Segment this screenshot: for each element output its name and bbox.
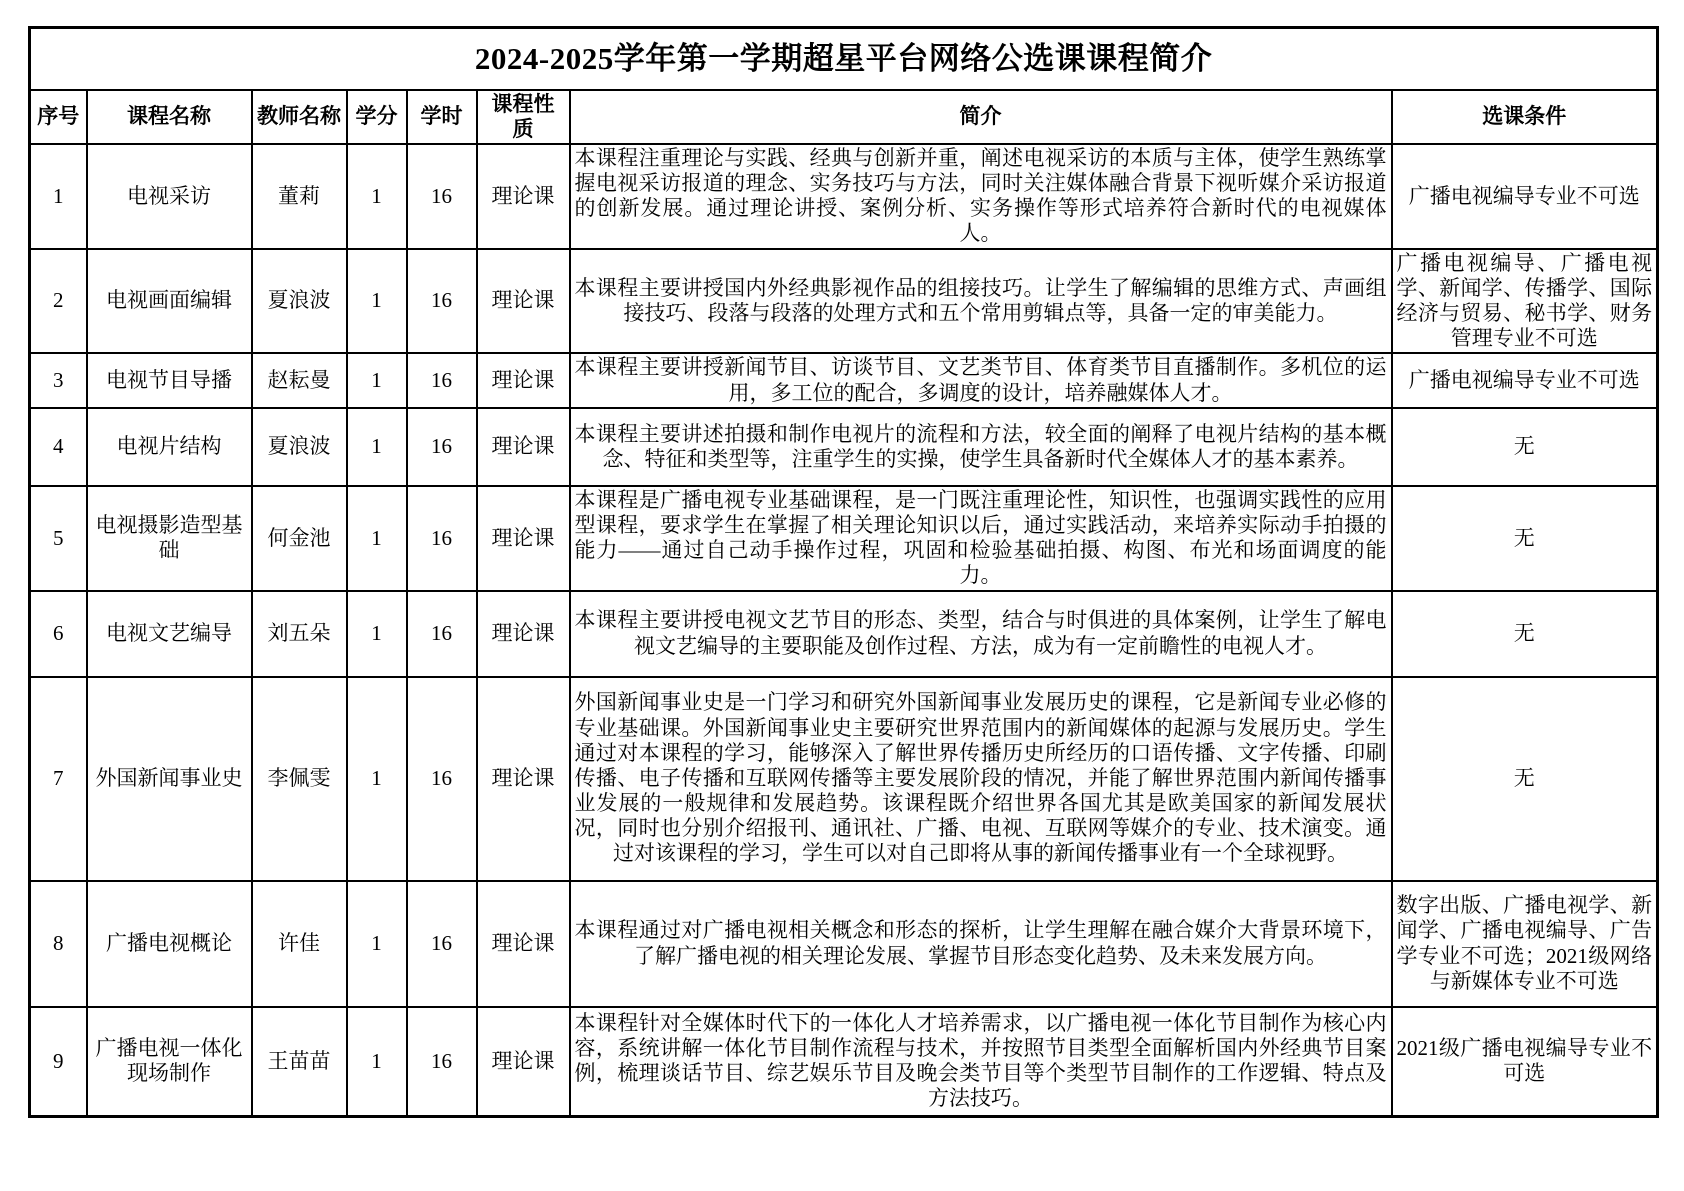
cell-intro: 本课程是广播电视专业基础课程，是一门既注重理论性，知识性，也强调实践性的应用型课程，要求学生在掌握了相关理论知识以后，通过实践活动，来培养实际动手拍摄的能力——通过自己动手操作过程，巩固和检验基础拍摄、构图、布光和场面调度的能力。 <box>570 486 1392 591</box>
cell-hours: 16 <box>407 677 477 881</box>
cell-course: 电视画面编辑 <box>87 249 252 354</box>
cell-no: 3 <box>30 353 87 407</box>
table-row <box>30 144 1658 249</box>
cell-condition: 无 <box>1392 408 1658 486</box>
cell-intro: 本课程主要讲述拍摄和制作电视片的流程和方法，较全面的阐释了电视片结构的基本概念、特征和类型等，注重学生的实操，使学生具备新时代全媒体人才的基本素养。 <box>570 408 1392 486</box>
cell-teacher: 赵耘曼 <box>252 353 347 407</box>
header-teacher: 教师名称 <box>252 90 347 144</box>
cell-intro: 本课程主要讲授电视文艺节目的形态、类型，结合与时俱进的具体案例，让学生了解电视文艺编导的主要职能及创作过程、方法，成为有一定前瞻性的电视人才。 <box>570 591 1392 677</box>
cell-credit: 1 <box>347 1007 407 1117</box>
cell-teacher: 刘五朵 <box>252 591 347 677</box>
cell-hours: 16 <box>407 486 477 591</box>
header-hours: 学时 <box>407 90 477 144</box>
cell-hours: 16 <box>407 353 477 407</box>
cell-condition: 2021级广播电视编导专业不可选 <box>1392 1007 1658 1117</box>
cell-no: 5 <box>30 486 87 591</box>
cell-credit: 1 <box>347 249 407 354</box>
cell-teacher: 夏浪波 <box>252 249 347 354</box>
header-intro: 简介 <box>570 90 1392 144</box>
cell-course: 电视摄影造型基础 <box>87 486 252 591</box>
cell-type: 理论课 <box>477 486 570 591</box>
cell-hours: 16 <box>407 591 477 677</box>
cell-condition: 广播电视编导、广播电视学、新闻学、传播学、国际经济与贸易、秘书学、财务管理专业不可选 <box>1392 249 1658 354</box>
cell-hours: 16 <box>407 1007 477 1117</box>
cell-condition: 无 <box>1392 591 1658 677</box>
cell-credit: 1 <box>347 144 407 249</box>
header-row <box>30 90 1658 144</box>
cell-hours: 16 <box>407 881 477 1007</box>
cell-no: 1 <box>30 144 87 249</box>
cell-no: 9 <box>30 1007 87 1117</box>
table-row <box>30 408 1658 486</box>
cell-credit: 1 <box>347 486 407 591</box>
cell-hours: 16 <box>407 144 477 249</box>
cell-credit: 1 <box>347 408 407 486</box>
title-row <box>30 28 1658 90</box>
cell-no: 6 <box>30 591 87 677</box>
course-catalog-table <box>28 26 1659 1118</box>
cell-course: 广播电视一体化现场制作 <box>87 1007 252 1117</box>
cell-no: 8 <box>30 881 87 1007</box>
cell-type: 理论课 <box>477 408 570 486</box>
cell-intro: 本课程注重理论与实践、经典与创新并重，阐述电视采访的本质与主体，使学生熟练掌握电视采访报道的理念、实务技巧与方法，同时关注媒体融合背景下视听媒介采访报道的创新发展。通过理论讲授、案例分析、实务操作等形式培养符合新时代的电视媒体人。 <box>570 144 1392 249</box>
cell-intro: 外国新闻事业史是一门学习和研究外国新闻事业发展历史的课程，它是新闻专业必修的专业基础课。外国新闻事业史主要研究世界范围内的新闻媒体的起源与发展历史。学生通过对本课程的学习，能够深入了解世界传播历史所经历的口语传播、文字传播、印刷传播、电子传播和互联网传播等主要发展阶段的情况，并能了解世界范围内新闻传播事业发展的一般规律和发展趋势。该课程既介绍世界各国尤其是欧美国家的新闻发展状况，同时也分别介绍报刊、通讯社、广播、电视、互联网等媒介的专业、技术演变。通过对该课程的学习，学生可以对自己即将从事的新闻传播事业有一个全球视野。 <box>570 677 1392 881</box>
cell-course: 电视节目导播 <box>87 353 252 407</box>
header-condition: 选课条件 <box>1392 90 1658 144</box>
cell-type: 理论课 <box>477 144 570 249</box>
cell-type: 理论课 <box>477 249 570 354</box>
cell-type: 理论课 <box>477 353 570 407</box>
cell-teacher: 何金池 <box>252 486 347 591</box>
cell-teacher: 许佳 <box>252 881 347 1007</box>
cell-teacher: 王苗苗 <box>252 1007 347 1117</box>
cell-type: 理论课 <box>477 881 570 1007</box>
cell-credit: 1 <box>347 881 407 1007</box>
header-type: 课程性质 <box>477 90 570 144</box>
table-row <box>30 249 1658 354</box>
cell-teacher: 董莉 <box>252 144 347 249</box>
header-no: 序号 <box>30 90 87 144</box>
header-credit: 学分 <box>347 90 407 144</box>
cell-credit: 1 <box>347 353 407 407</box>
table-row <box>30 591 1658 677</box>
cell-course: 电视文艺编导 <box>87 591 252 677</box>
cell-course: 电视采访 <box>87 144 252 249</box>
cell-credit: 1 <box>347 591 407 677</box>
cell-teacher: 夏浪波 <box>252 408 347 486</box>
cell-teacher: 李佩雯 <box>252 677 347 881</box>
cell-hours: 16 <box>407 249 477 354</box>
table-row <box>30 1007 1658 1117</box>
cell-type: 理论课 <box>477 1007 570 1117</box>
table-row <box>30 881 1658 1007</box>
cell-type: 理论课 <box>477 677 570 881</box>
cell-condition: 数字出版、广播电视学、新闻学、广播电视编导、广告学专业不可选；2021级网络与新媒体专业不可选 <box>1392 881 1658 1007</box>
cell-intro: 本课程针对全媒体时代下的一体化人才培养需求，以广播电视一体化节目制作为核心内容，系统讲解一体化节目制作流程与技术，并按照节目类型全面解析国内外经典节目案例，梳理谈话节目、综艺娱乐节目及晚会类节目等个类型节目制作的工作逻辑、特点及方法技巧。 <box>570 1007 1392 1117</box>
cell-no: 2 <box>30 249 87 354</box>
cell-condition: 无 <box>1392 677 1658 881</box>
table-row <box>30 486 1658 591</box>
cell-course: 外国新闻事业史 <box>87 677 252 881</box>
page-title: 2024-2025学年第一学期超星平台网络公选课课程简介 <box>30 28 1658 90</box>
cell-no: 7 <box>30 677 87 881</box>
cell-intro: 本课程主要讲授国内外经典影视作品的组接技巧。让学生了解编辑的思维方式、声画组接技巧、段落与段落的处理方式和五个常用剪辑点等，具备一定的审美能力。 <box>570 249 1392 354</box>
cell-condition: 无 <box>1392 486 1658 591</box>
cell-credit: 1 <box>347 677 407 881</box>
cell-condition: 广播电视编导专业不可选 <box>1392 353 1658 407</box>
cell-course: 电视片结构 <box>87 408 252 486</box>
header-course: 课程名称 <box>87 90 252 144</box>
cell-condition: 广播电视编导专业不可选 <box>1392 144 1658 249</box>
cell-hours: 16 <box>407 408 477 486</box>
cell-intro: 本课程通过对广播电视相关概念和形态的探析，让学生理解在融合媒介大背景环境下，了解广播电视的相关理论发展、掌握节目形态变化趋势、及未来发展方向。 <box>570 881 1392 1007</box>
table-row <box>30 677 1658 881</box>
cell-intro: 本课程主要讲授新闻节目、访谈节目、文艺类节目、体育类节目直播制作。多机位的运用，多工位的配合，多调度的设计，培养融媒体人才。 <box>570 353 1392 407</box>
cell-course: 广播电视概论 <box>87 881 252 1007</box>
cell-no: 4 <box>30 408 87 486</box>
cell-type: 理论课 <box>477 591 570 677</box>
table-row <box>30 353 1658 407</box>
